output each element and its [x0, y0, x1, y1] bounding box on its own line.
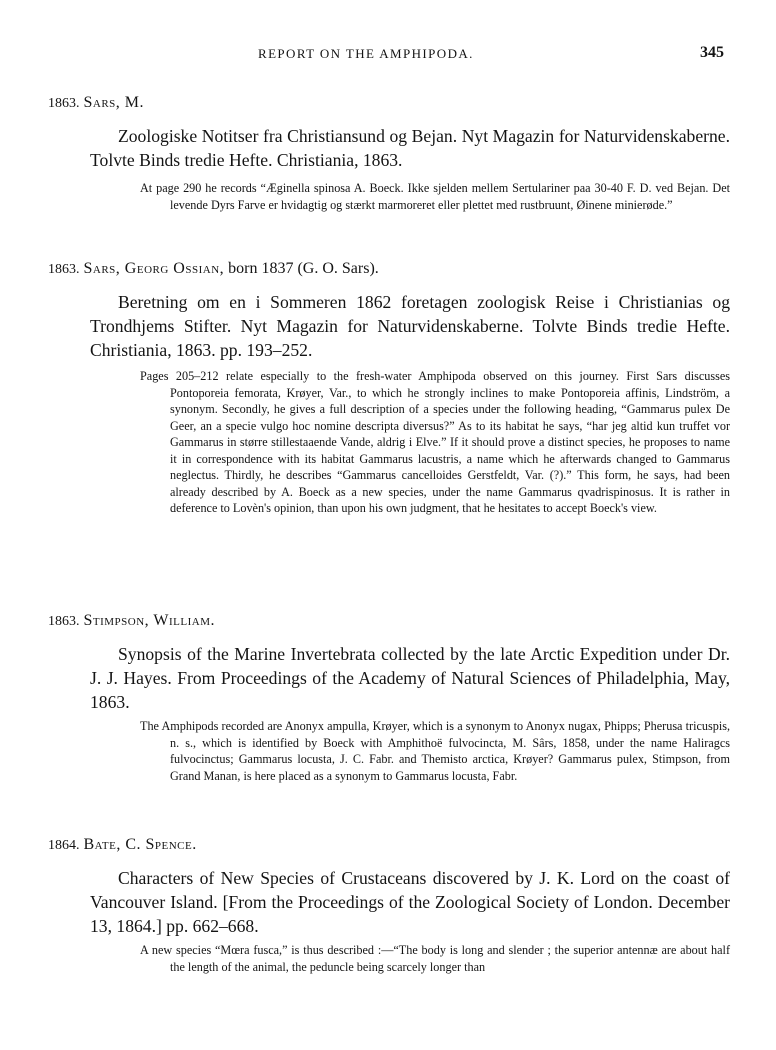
running-title: REPORT ON THE AMPHIPODA.	[258, 46, 474, 61]
entry-note-text: Pages 205–212 relate especially to the fresh-water Amphipoda observed on this journey. First Sars discusses Pontoporeia femorata, Krøyer, Var., to which he strongly inclines to make Pontoporeia affinis, Lindström, a synonym. Secondly, he gives a full description of a species under the following heading, “Gammarus pulex De Geer, an a specie vulgo hoc nomine descripta diversus?” As to its habitat he says, “har jeg altid kun truffet vor Gammarus in større stillestaaende Vande, aldrig i Elve.” If it should prove a distinct species, he proposes to name it in correspondence with its habitat Gammarus lacustris, a name which he afterwards changed to Gammarus neglectus. Thirdly, he describes “Gammarus cancelloides Gerstfeldt, Var. (?).” This form, he says, had been already described by A. Boeck as a new species, under the name Gammarus qvadrispinosus. It is rather in deference to Lovèn's opinion, than upon his own judgment, that he hesitates to accept Boeck's view.	[140, 369, 730, 515]
entry-year: 1864.	[48, 838, 80, 853]
entry-heading	[48, 836, 197, 854]
entry-heading	[48, 612, 215, 630]
entry-note	[140, 942, 730, 975]
entry-author: Stimpson, William.	[83, 612, 215, 629]
running-head	[0, 46, 776, 68]
entry-note-text: A new species “Mœra fusca,” is thus described :—“The body is long and slender ; the superior antennæ are about half the length of the animal, the peduncle being scarcely longer than	[140, 943, 730, 974]
entry-note	[140, 180, 730, 213]
entry-title: Zoologiske Notitser fra Christiansund og Bejan. Nyt Magazin for Naturvidenskaberne. Tolvte Binds tredie Hefte. Christiania, 1863.	[90, 126, 730, 170]
entry-author-extra: born 1837 (G. O. Sars).	[228, 260, 379, 277]
entry-year: 1863.	[48, 614, 80, 629]
entry-author: Sars, Georg Ossian,	[83, 260, 225, 277]
entry-note	[140, 368, 730, 517]
entry-note	[140, 718, 730, 784]
entry-title: Synopsis of the Marine Invertebrata collected by the late Arctic Expedition under Dr. J. J. Hayes. From Proceedings of the Academy of Natural Sciences of Philadelphia, May, 1863.	[90, 644, 730, 712]
entry-title: Beretning om en i Sommeren 1862 foretagen zoologisk Reise i Christianias og Trondhjems Stifter. Nyt Magazin for Naturvidenskaberne. Tolvte Binds tredie Hefte. Christiania, 1863. pp. 193–252.	[90, 292, 730, 360]
entry-year: 1863.	[48, 262, 80, 277]
entry-author: Bate, C. Spence.	[83, 836, 197, 853]
entry-note-text: The Amphipods recorded are Anonyx ampulla, Krøyer, which is a synonym to Anonyx nugax, Phipps; Pherusa tricuspis, n. s., which is identified by Boeck with Amphithoë fulvocincta, M. Sârs, 1858, under the name Haliragcs fulvocinctus; Gammarus locusta, J. C. Fabr. and Themisto arctica, Krøyer? Gammarus pulex, Stimpson, from Grand Manan, is here placed as a synonym to Gammarus locusta, Fabr.	[140, 719, 730, 783]
entry-heading	[48, 260, 379, 278]
entry-note-text: At page 290 he records “Æginella spinosa A. Boeck. Ikke sjelden mellem Sertulariner paa 30-40 F. D. ved Bejan. Det levende Dyrs Farve er hvidagtig og stærkt marmoreret eller plettet med rustbruunt, Øinene minierøde.”	[140, 181, 730, 212]
entry-title: Characters of New Species of Crustaceans discovered by J. K. Lord on the coast of Vancouver Island. [From the Proceedings of the Zoological Society of London. December 13, 1864.] pp. 662–668.	[90, 868, 730, 936]
entry-heading	[48, 94, 144, 112]
entry-author: Sars, M.	[83, 94, 145, 111]
entry-year: 1863.	[48, 96, 80, 111]
page-number: 345	[700, 44, 724, 61]
